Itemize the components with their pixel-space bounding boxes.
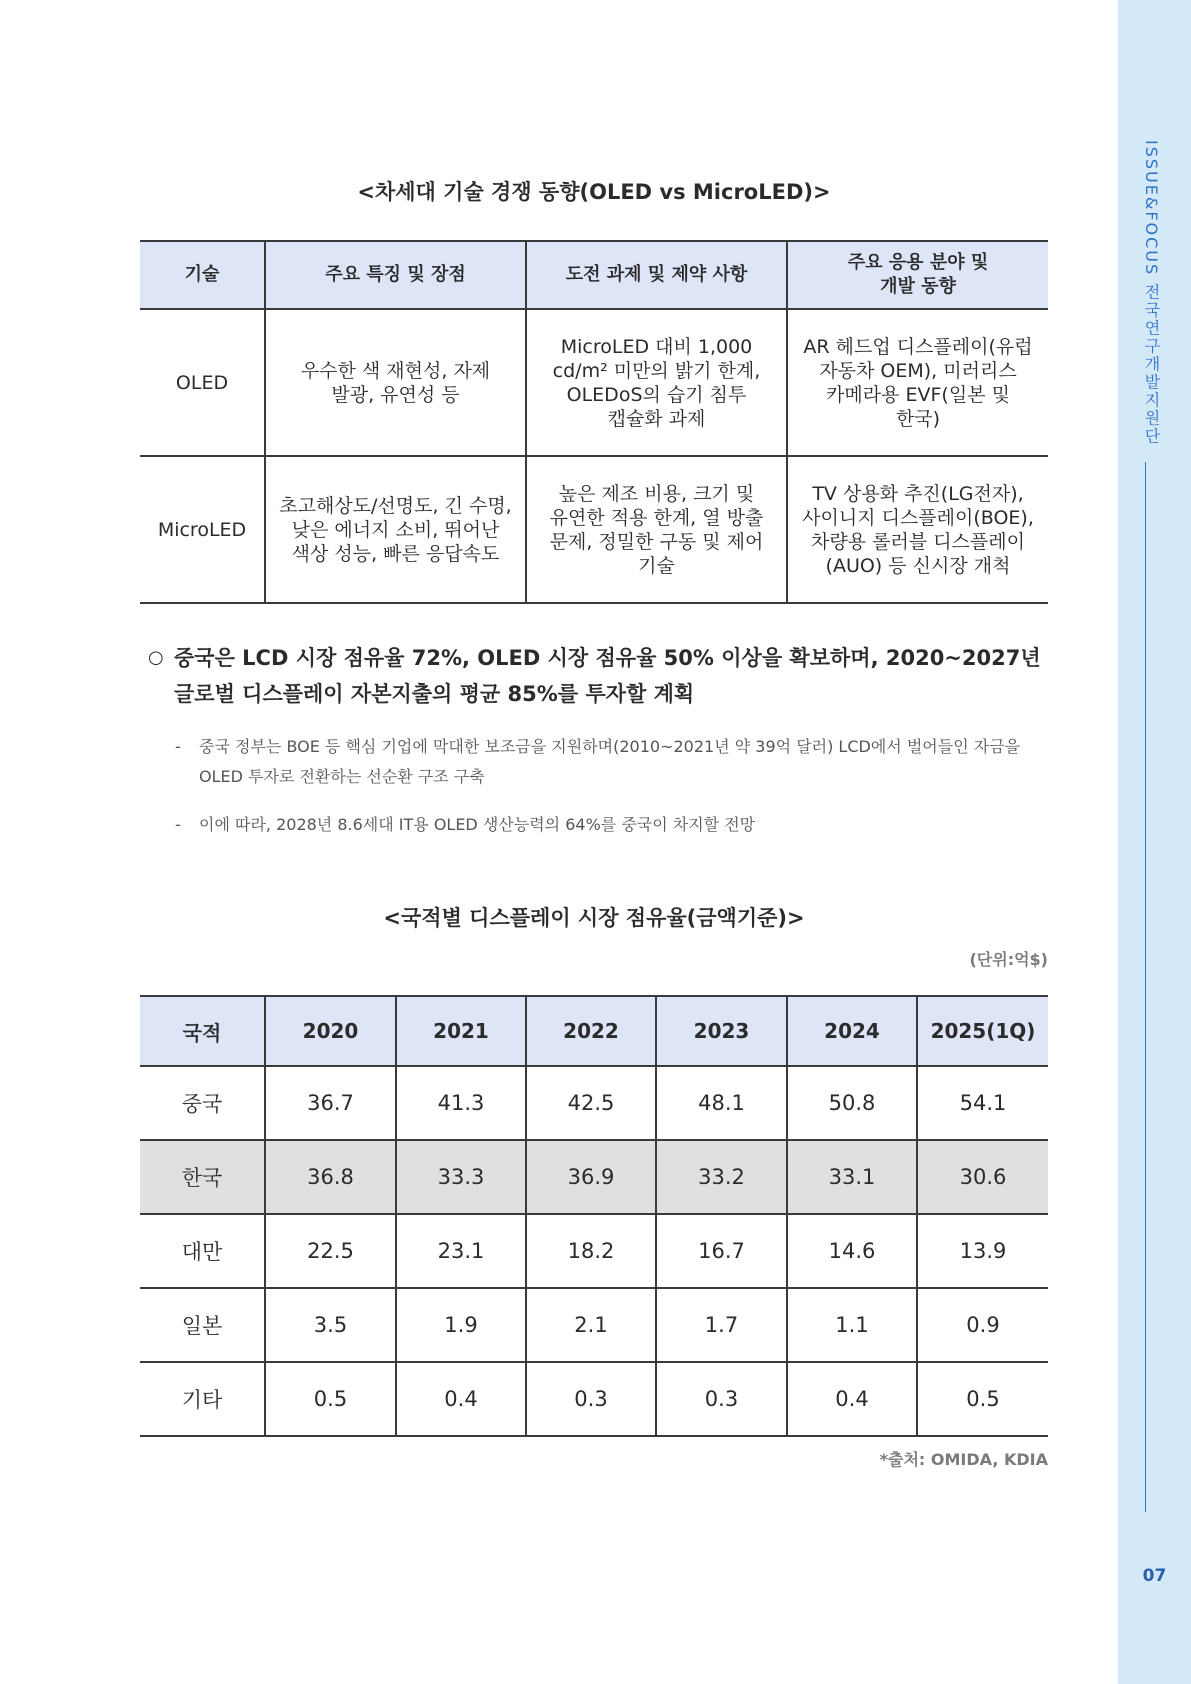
value-cell: 16.7: [656, 1214, 787, 1288]
sidebar-label: ISSUE&FOCUS 전국연구개발지원단: [1142, 140, 1161, 446]
applications-cell: AR 헤드업 디스플레이(유럽 자동차 OEM), 미러리스 카메라용 EVF(일본 및 한국): [787, 309, 1048, 456]
header-cell: 도전 과제 및 제약 사항: [526, 241, 787, 309]
value-cell: 33.2: [656, 1140, 787, 1214]
value-cell: 41.3: [396, 1066, 526, 1140]
header-cell: 2020: [265, 996, 396, 1066]
value-cell: 0.3: [656, 1362, 787, 1436]
country-cell: 일본: [140, 1288, 265, 1362]
dash-marker: -: [175, 815, 181, 834]
header-cell: 2024: [787, 996, 917, 1066]
market-share-table: [140, 995, 1048, 1437]
value-cell: 23.1: [396, 1214, 526, 1288]
table-row: [140, 1140, 1048, 1214]
unit-label: (단위:억$): [969, 950, 1048, 969]
value-cell: 1.9: [396, 1288, 526, 1362]
table-row: [140, 1214, 1048, 1288]
bullet-paragraph: [148, 640, 1048, 712]
country-cell: 기타: [140, 1362, 265, 1436]
value-cell: 36.7: [265, 1066, 396, 1140]
header-cell: 국적: [140, 996, 265, 1066]
table-row: [140, 1362, 1048, 1436]
features-cell: 우수한 색 재현성, 자제 발광, 유연성 등: [265, 309, 526, 456]
value-cell: 0.4: [787, 1362, 917, 1436]
table-row: [140, 1066, 1048, 1140]
value-cell: 22.5: [265, 1214, 396, 1288]
dash-item: [175, 732, 1050, 792]
value-cell: 3.5: [265, 1288, 396, 1362]
challenges-cell: MicroLED 대비 1,000 cd/m² 미만의 밝기 한계, OLEDoS의 습기 침투 캡슐화 과제: [526, 309, 787, 456]
value-cell: 36.8: [265, 1140, 396, 1214]
table-row: [140, 309, 1048, 456]
table-header-row: [140, 996, 1048, 1066]
country-cell: 한국: [140, 1140, 265, 1214]
value-cell: 0.5: [265, 1362, 396, 1436]
sidebar-divider: [1145, 462, 1146, 1512]
country-cell: 대만: [140, 1214, 265, 1288]
value-cell: 0.4: [396, 1362, 526, 1436]
value-cell: 48.1: [656, 1066, 787, 1140]
value-cell: 2.1: [526, 1288, 656, 1362]
value-cell: 0.5: [917, 1362, 1048, 1436]
value-cell: 33.3: [396, 1140, 526, 1214]
value-cell: 1.7: [656, 1288, 787, 1362]
value-cell: 42.5: [526, 1066, 656, 1140]
header-cell: 2022: [526, 996, 656, 1066]
applications-cell: TV 상용화 추진(LG전자), 사이니지 디스플레이(BOE), 차량용 롤러블 디스플레이 (AUO) 등 신시장 개척: [787, 456, 1048, 603]
value-cell: 13.9: [917, 1214, 1048, 1288]
value-cell: 30.6: [917, 1140, 1048, 1214]
page-number: 07: [1142, 1566, 1167, 1586]
value-cell: 33.1: [787, 1140, 917, 1214]
challenges-cell: 높은 제조 비용, 크기 및 유연한 적용 한계, 열 방출 문제, 정밀한 구동 및 제어 기술: [526, 456, 787, 603]
header-cell: 2025(1Q): [917, 996, 1048, 1066]
table-row: [140, 1288, 1048, 1362]
value-cell: 54.1: [917, 1066, 1048, 1140]
table-row: [140, 456, 1048, 603]
features-cell: 초고해상도/선명도, 긴 수명, 낮은 에너지 소비, 뛰어난 색상 성능, 빠른 응답속도: [265, 456, 526, 603]
bullet-marker: ○: [148, 647, 164, 668]
header-cell: 기술: [140, 241, 265, 309]
value-cell: 14.6: [787, 1214, 917, 1288]
header-cell: 2021: [396, 996, 526, 1066]
tech-name-cell: OLED: [140, 309, 265, 456]
bullet-text: 중국은 LCD 시장 점유율 72%, OLED 시장 점유율 50% 이상을 확보하며, 2020~2027년 글로벌 디스플레이 자본지출의 평균 85%를 투자할 계획: [174, 646, 1041, 706]
value-cell: 18.2: [526, 1214, 656, 1288]
value-cell: 1.1: [787, 1288, 917, 1362]
dash-text: 이에 따라, 2028년 8.6세대 IT용 OLED 생산능력의 64%를 중국이 차지할 전망: [199, 815, 756, 834]
tech-table-title: <차세대 기술 경쟁 동향(OLED vs MicroLED)>: [357, 180, 831, 204]
value-cell: 0.3: [526, 1362, 656, 1436]
dash-text: 중국 정부는 BOE 등 핵심 기업에 막대한 보조금을 지원하며(2010~2021년 약 39억 달러) LCD에서 벌어들인 자금을 OLED 투자로 전환하는 선순환 구조 구축: [199, 737, 1021, 786]
value-cell: 36.9: [526, 1140, 656, 1214]
value-cell: 50.8: [787, 1066, 917, 1140]
tech-comparison-table: [140, 240, 1048, 604]
dash-marker: -: [175, 737, 181, 756]
header-cell: 주요 특징 및 장점: [265, 241, 526, 309]
header-cell: 주요 응용 분야 및 개발 동향: [787, 241, 1048, 309]
share-table-title: <국적별 디스플레이 시장 점유율(금액기준)>: [383, 906, 805, 930]
dash-item: [175, 810, 1050, 840]
source-note: *출처: OMIDA, KDIA: [879, 1450, 1048, 1469]
table-header-row: [140, 241, 1048, 309]
country-cell: 중국: [140, 1066, 265, 1140]
value-cell: 0.9: [917, 1288, 1048, 1362]
tech-name-cell: MicroLED: [140, 456, 265, 603]
header-cell: 2023: [656, 996, 787, 1066]
